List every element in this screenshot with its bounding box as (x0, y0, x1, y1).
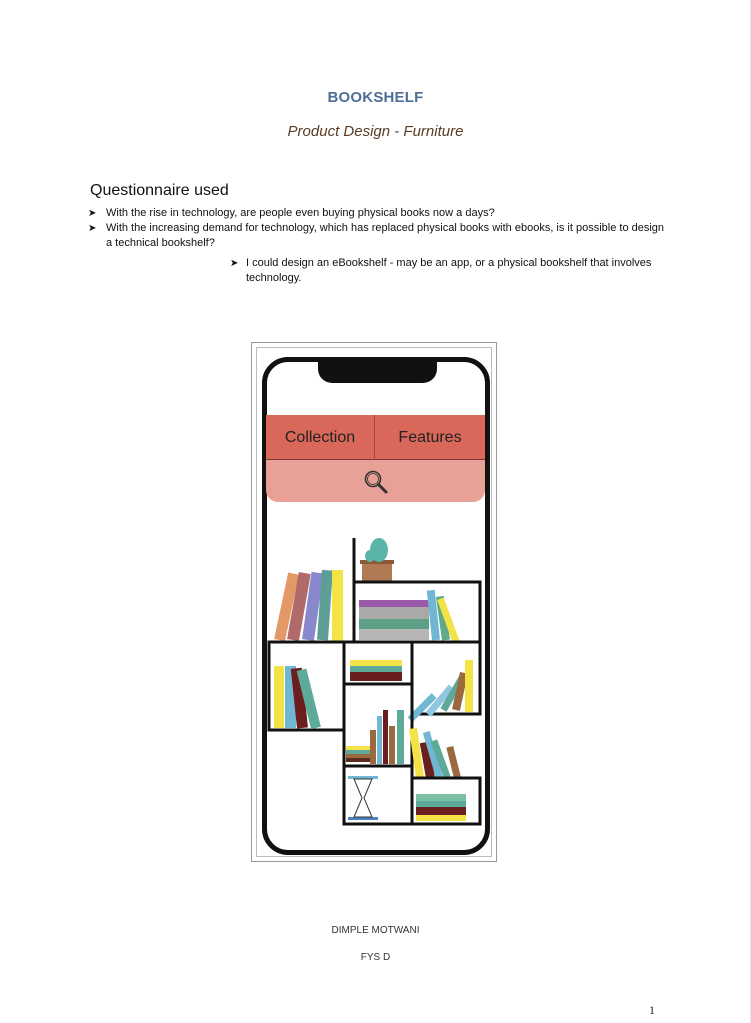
arrowhead-icon: ➤ (88, 208, 97, 219)
sub-list-item-text: I could design an eBookshelf - may be an app, or a physical bookshelf that involves technology. (246, 257, 652, 284)
book-group-middle-left (274, 666, 321, 729)
book-stack-bottom-right (416, 794, 466, 821)
book-group-center (346, 710, 404, 764)
arrowhead-icon: ➤ (88, 223, 97, 234)
list-item-text: With the increasing demand for technology, which has replaced physical books with ebooks, is it possible to design a technical bookshelf? (106, 222, 665, 249)
author-name: DIMPLE MOTWANI (331, 925, 420, 936)
book-group-right-lower (409, 728, 461, 779)
document-subtitle: Product Design - Furniture (287, 123, 464, 140)
questionnaire-list (88, 206, 668, 251)
app-nav-bar (266, 415, 485, 460)
tab-collection[interactable]: Collection (284, 429, 356, 446)
arrowhead-icon: ➤ (230, 258, 239, 269)
book-group-top-left (274, 570, 343, 642)
hourglass-icon (348, 776, 378, 820)
list-item (88, 206, 668, 221)
sub-list-item (230, 256, 666, 286)
bookshelf-illustration (266, 530, 485, 830)
page-number: 1 (649, 1003, 655, 1017)
book-stack-center (350, 660, 402, 681)
phone-notch (318, 357, 437, 383)
book-stack-top-right (359, 590, 460, 643)
section-heading: Questionnaire used (90, 182, 229, 199)
list-item-text: With the rise in technology, are people even buying physical books now a days? (106, 207, 495, 219)
document-title: BOOKSHELF (327, 89, 424, 106)
tab-features[interactable]: Features (398, 429, 462, 446)
magnifier-icon[interactable] (362, 468, 390, 496)
class-code: FYS D (360, 952, 391, 963)
app-search-bar[interactable] (266, 460, 485, 502)
list-item (88, 221, 668, 251)
plant-icon (360, 538, 394, 582)
